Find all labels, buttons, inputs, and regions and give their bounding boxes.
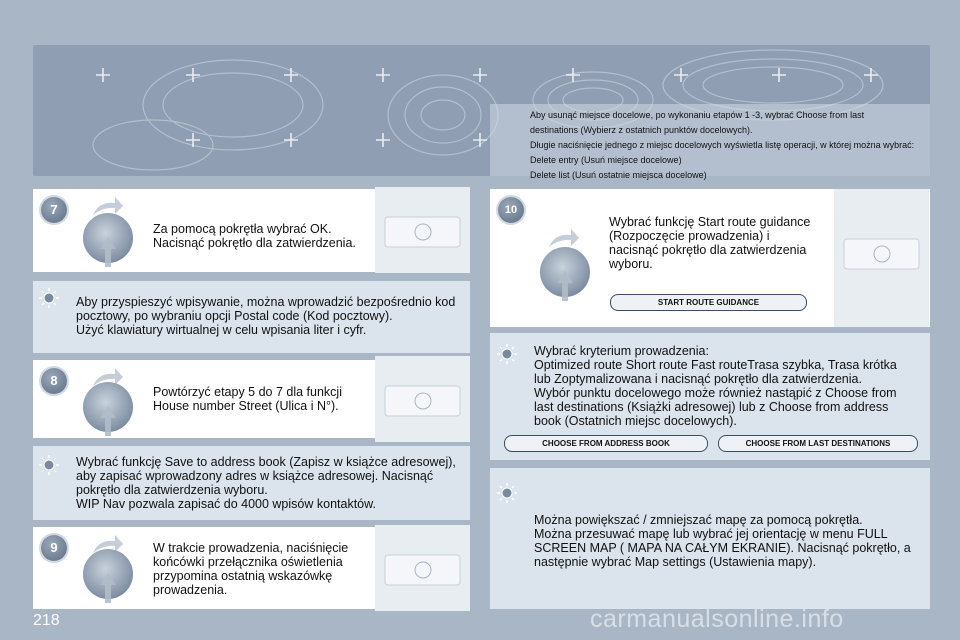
lightbulb-icon <box>38 287 60 309</box>
text-line: przypomina ostatnią wskazówkę <box>153 569 333 583</box>
banner-line: Delete list (Usuń ostatnie miejsca docelowe) <box>530 170 707 180</box>
text-line: Powtórzyć etapy 5 do 7 dla funkcji <box>153 385 342 399</box>
text-line: WIP Nav pozwala zapisać do 4000 wpisów kontaktów. <box>76 497 376 511</box>
press-arrow-icon <box>100 237 116 267</box>
page-number: 218 <box>33 612 60 629</box>
step-number-badge: 10 <box>498 197 524 223</box>
tip-text <box>534 513 926 569</box>
text-line: aby zapisać wprowadzony adres w książce adresowej. Nacisnąć <box>76 469 434 483</box>
text-line: Optimized route Short route Fast routeTrasa szybka, Trasa krótka <box>534 358 897 372</box>
step-text <box>153 541 373 597</box>
step-9-card <box>33 527 470 609</box>
text-line: last destinations (Książki adresowej) lub z Choose from address <box>534 400 889 414</box>
step-number-badge: 9 <box>41 535 67 561</box>
text-line: book (Ostatnich miejsc docelowych). <box>534 414 737 428</box>
step-10-card <box>490 189 930 327</box>
choose-from-last-destinations-button[interactable]: CHOOSE FROM LAST DESTINATIONS <box>718 435 918 452</box>
text-line: Można przesuwać mapę lub wybrać jej orientację w menu FULL <box>534 527 888 541</box>
radio-unit-image <box>375 356 470 442</box>
banner-line: Długie naciśnięcie jednego z miejsc docelowych wyświetla listę operacji, w której można wybrać: <box>530 140 915 150</box>
text-line: House number Street (Ulica i N°). <box>153 399 339 413</box>
step-8-card <box>33 360 470 438</box>
text-line: nacisnąć pokrętło dla zatwierdzenia <box>609 243 807 257</box>
text-line: Nacisnąć pokrętło dla zatwierdzenia. <box>153 236 356 250</box>
text-line: pokrętło dla zatwierdzenia wyboru. <box>76 483 268 497</box>
text-line: prowadzenia. <box>153 583 228 597</box>
banner-line: destinations (Wybierz z ostatnich punktów docelowych). <box>530 125 753 135</box>
text-line: Wybrać funkcję Start route guidance <box>609 215 811 229</box>
text-line: końcówki przełącznika oświetlenia <box>153 555 343 569</box>
tip-card-postal-code <box>33 281 470 353</box>
tip-card-address-book <box>33 446 470 520</box>
text-line: (Rozpoczęcie prowadzenia) i <box>609 229 770 243</box>
press-arrow-icon <box>557 271 573 301</box>
text-line: wyboru. <box>609 257 653 271</box>
lightbulb-icon <box>496 482 518 504</box>
text-line: Użyć klawiatury wirtualnej w celu wpisania liter i cyfr. <box>76 323 367 337</box>
tip-card-map-zoom <box>490 468 930 609</box>
tip-text <box>534 344 924 428</box>
banner-line: Delete entry (Usuń miejsce docelowe) <box>530 155 682 165</box>
press-arrow-icon <box>100 406 116 436</box>
banner-note <box>490 104 930 180</box>
text-line: Można powiększać / zmniejszać mapę za pomocą pokrętła. <box>534 513 863 527</box>
start-route-guidance-button[interactable]: START ROUTE GUIDANCE <box>610 294 807 311</box>
choose-from-address-book-button[interactable]: CHOOSE FROM ADDRESS BOOK <box>504 435 708 452</box>
step-number-badge: 8 <box>41 368 67 394</box>
radio-unit-image <box>375 525 470 611</box>
tip-card-route-criteria <box>490 333 930 460</box>
step-text <box>609 215 834 271</box>
watermark: carmanualsonline.info <box>590 605 844 633</box>
banner-line: Aby usunąć miejsce docelowe, po wykonaniu etapów 1 -3, wybrać Choose from last <box>530 110 865 120</box>
text-line: Wybrać funkcję Save to address book (Zapisz w książce adresowej), <box>76 455 456 469</box>
press-arrow-icon <box>100 573 116 603</box>
step-text <box>153 222 383 250</box>
step-text <box>153 385 383 413</box>
text-line: pocztowy, po wybraniu opcji Postal code (Kod pocztowy). <box>76 309 393 323</box>
text-line: Aby przyspieszyć wpisywanie, można wprowadzić bezpośrednio kod <box>76 295 456 309</box>
radio-unit-image <box>375 187 470 273</box>
step-number-badge: 7 <box>41 197 67 223</box>
step-7-card <box>33 189 470 272</box>
lightbulb-icon <box>496 343 518 365</box>
lightbulb-icon <box>38 454 60 476</box>
text-line: Wybrać kryterium prowadzenia: <box>534 344 709 358</box>
text-line: W trakcie prowadzenia, naciśnięcie <box>153 541 349 555</box>
text-line: lub Zoptymalizowana i nacisnąć pokrętło dla zatwierdzenia. <box>534 372 862 386</box>
text-line: następnie wybrać Map settings (Ustawienia mapy). <box>534 555 817 569</box>
text-line: SCREEN MAP ( MAPA NA CAŁYM EKRANIE). Nacisnąć pokrętło, a <box>534 541 911 555</box>
text-line: Za pomocą pokrętła wybrać OK. <box>153 222 332 236</box>
radio-unit-image <box>834 189 929 327</box>
tip-text <box>76 455 468 511</box>
tip-text <box>76 295 466 337</box>
text-line: Wybór punktu docelowego może również nastąpić z Choose from <box>534 386 897 400</box>
